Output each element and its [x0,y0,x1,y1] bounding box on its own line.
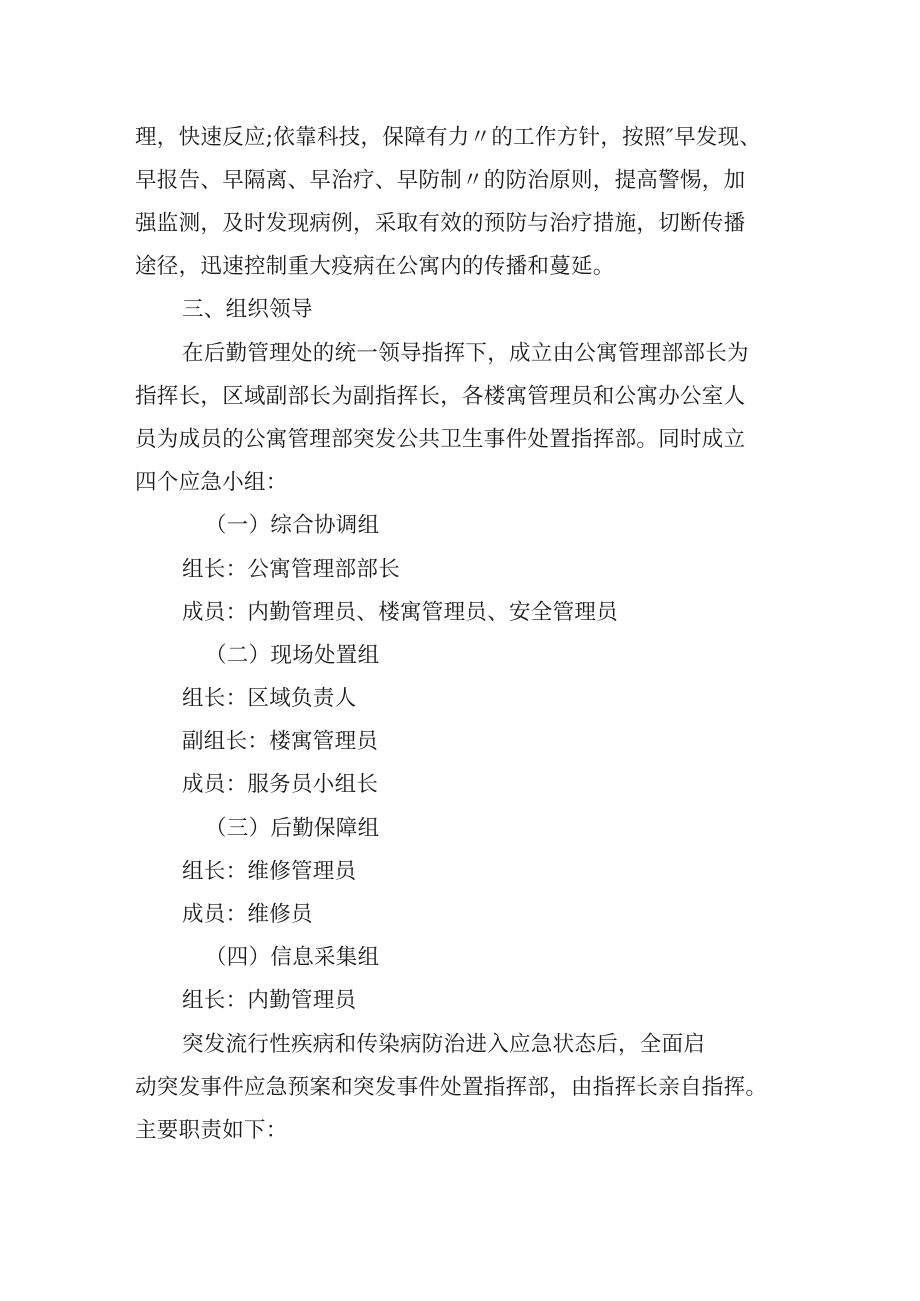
group-detail: 成员：维修员 [182,902,313,927]
group-detail: 组长：内勤管理员 [182,988,357,1013]
section-heading: 三、组织领导 [182,297,313,322]
paragraph-line: 途径，迅速控制重大疫病在公寓内的传播和蔓延。 [135,254,615,279]
group-heading: （一）综合协调组 [205,513,380,538]
paragraph-line: 强监测，及时发现病例，采取有效的预防与治疗措施，切断传播 [135,211,746,236]
paragraph-line: 动突发事件应急预案和突发事件处置指挥部，由指挥长亲自指挥。 [135,1075,768,1100]
paragraph-line: 主要职责如下： [135,1118,288,1143]
group-heading: （三）后勤保障组 [205,816,380,841]
group-detail: 组长：区域负责人 [182,686,357,711]
paragraph-line: 早报告、早隔离、早治疗、早防制〃的防治原则，提高警惕，加 [135,168,746,193]
group-detail: 组长：维修管理员 [182,859,357,884]
group-detail: 副组长：楼寓管理员 [182,729,379,754]
group-heading: （二）现场处置组 [205,643,380,668]
group-detail: 成员：内勤管理员、楼寓管理员、安全管理员 [182,600,619,625]
paragraph-line: 员为成员的公寓管理部突发公共卫生事件处置指挥部。同时成立 [135,427,746,452]
group-heading: （四）信息采集组 [205,945,380,970]
paragraph-line: 突发流行性疾病和传染病防治进入应急状态后，全面启 [182,1032,706,1057]
group-detail: 组长：公寓管理部部长 [182,557,401,582]
paragraph-line: 在后勤管理处的统一领导指挥下，成立由公寓管理部部长为 [182,341,749,366]
paragraph-line: 四个应急小组： [135,470,288,495]
paragraph-line: 指挥长，区域副部长为副指挥长，各楼寓管理员和公寓办公室人 [135,384,746,409]
group-detail: 成员：服务员小组长 [182,772,379,797]
paragraph-line: 理，快速反应;依靠科技，保障有力〃的工作方针，按照″早发现、 [135,125,762,150]
